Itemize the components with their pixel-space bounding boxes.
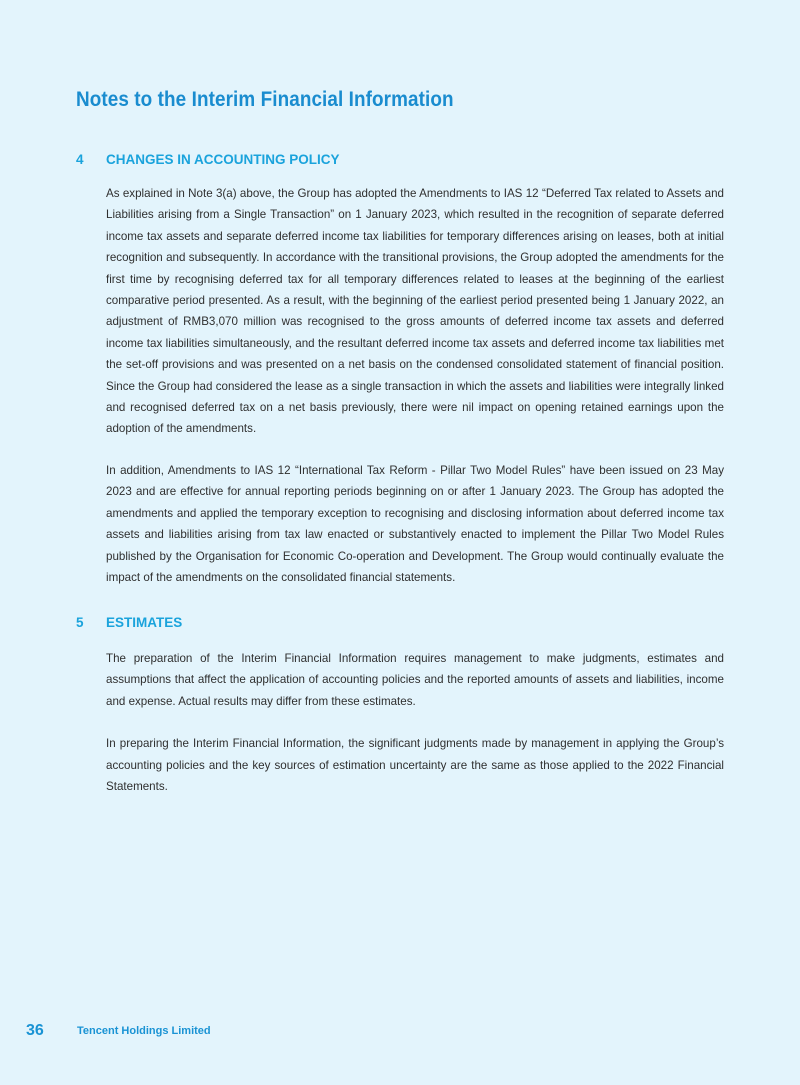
company-name: Tencent Holdings Limited: [77, 1025, 211, 1037]
paragraph: The preparation of the Interim Financial Information requires management to make judgments, estimates and assumptions that affect the application of accounting policies and the reported amounts of assets and liabilities, income and expense. Actual results may differ from these estimates.: [106, 652, 724, 708]
section-heading: ESTIMATES: [106, 615, 183, 630]
section-header: [76, 613, 724, 633]
page-number: 36: [26, 1022, 44, 1039]
section-heading: CHANGES IN ACCOUNTING POLICY: [106, 152, 340, 167]
section-number: 5: [76, 615, 84, 630]
paragraph: In addition, Amendments to IAS 12 “International Tax Reform - Pillar Two Model Rules” have been issued on 23 May 2023 and are effective for annual reporting periods beginning on or after 1 January 2023. The Group has adopted the amendments and applied the temporary exception to recognising and disclosing information about deferred income tax assets and liabilities arising from tax law enacted or substantively enacted to implement the Pillar Two Model Rules published by the Organisation for Economic Co-operation and Development. The Group would continually evaluate the impact of the amendments on the consolidated financial statements.: [106, 463, 724, 584]
section-header: [76, 150, 724, 170]
section-changes-in-accounting-policy: [76, 150, 724, 588]
paragraph: As explained in Note 3(a) above, the Group has adopted the Amendments to IAS 12 “Deferred Tax related to Assets and Liabilities arising from a Single Transaction” on 1 January 2023, which resulted in the recognition of separate deferred income tax assets and separate deferred income tax liabilities for temporary differences arising on leases, both at initial recognition and subsequently. In accordance with the transitional provisions, the Group adopted the amendments for the first time by recognising deferred tax for all temporary differences related to leases at the beginning of the earliest comparative period presented. As a result, with the beginning of the earliest period presented being 1 January 2022, an adjustment of RMB3,070 million was recognised to the gross amounts of deferred income tax assets and deferred income tax liabilities simultaneously, and the resultant deferred income tax assets and deferred income tax liabilities met the set-off provisions and was presented on a net basis on the condensed consolidated statement of financial position. Since the Group had considered the lease as a single transaction in which the assets and liabilities were integrally linked and recognised deferred tax on a net basis previously, there were nil impact on opening retained earnings upon the adoption of the amendments.: [106, 187, 724, 436]
section-number: 4: [76, 152, 84, 167]
paragraph: In preparing the Interim Financial Information, the significant judgments made by management in applying the Group’s accounting policies and the key sources of estimation uncertainty are the same as those applied to the 2022 Financial Statements.: [106, 737, 724, 794]
section-estimates: [76, 613, 724, 797]
page-title: Notes to the Interim Financial Information: [76, 88, 454, 111]
